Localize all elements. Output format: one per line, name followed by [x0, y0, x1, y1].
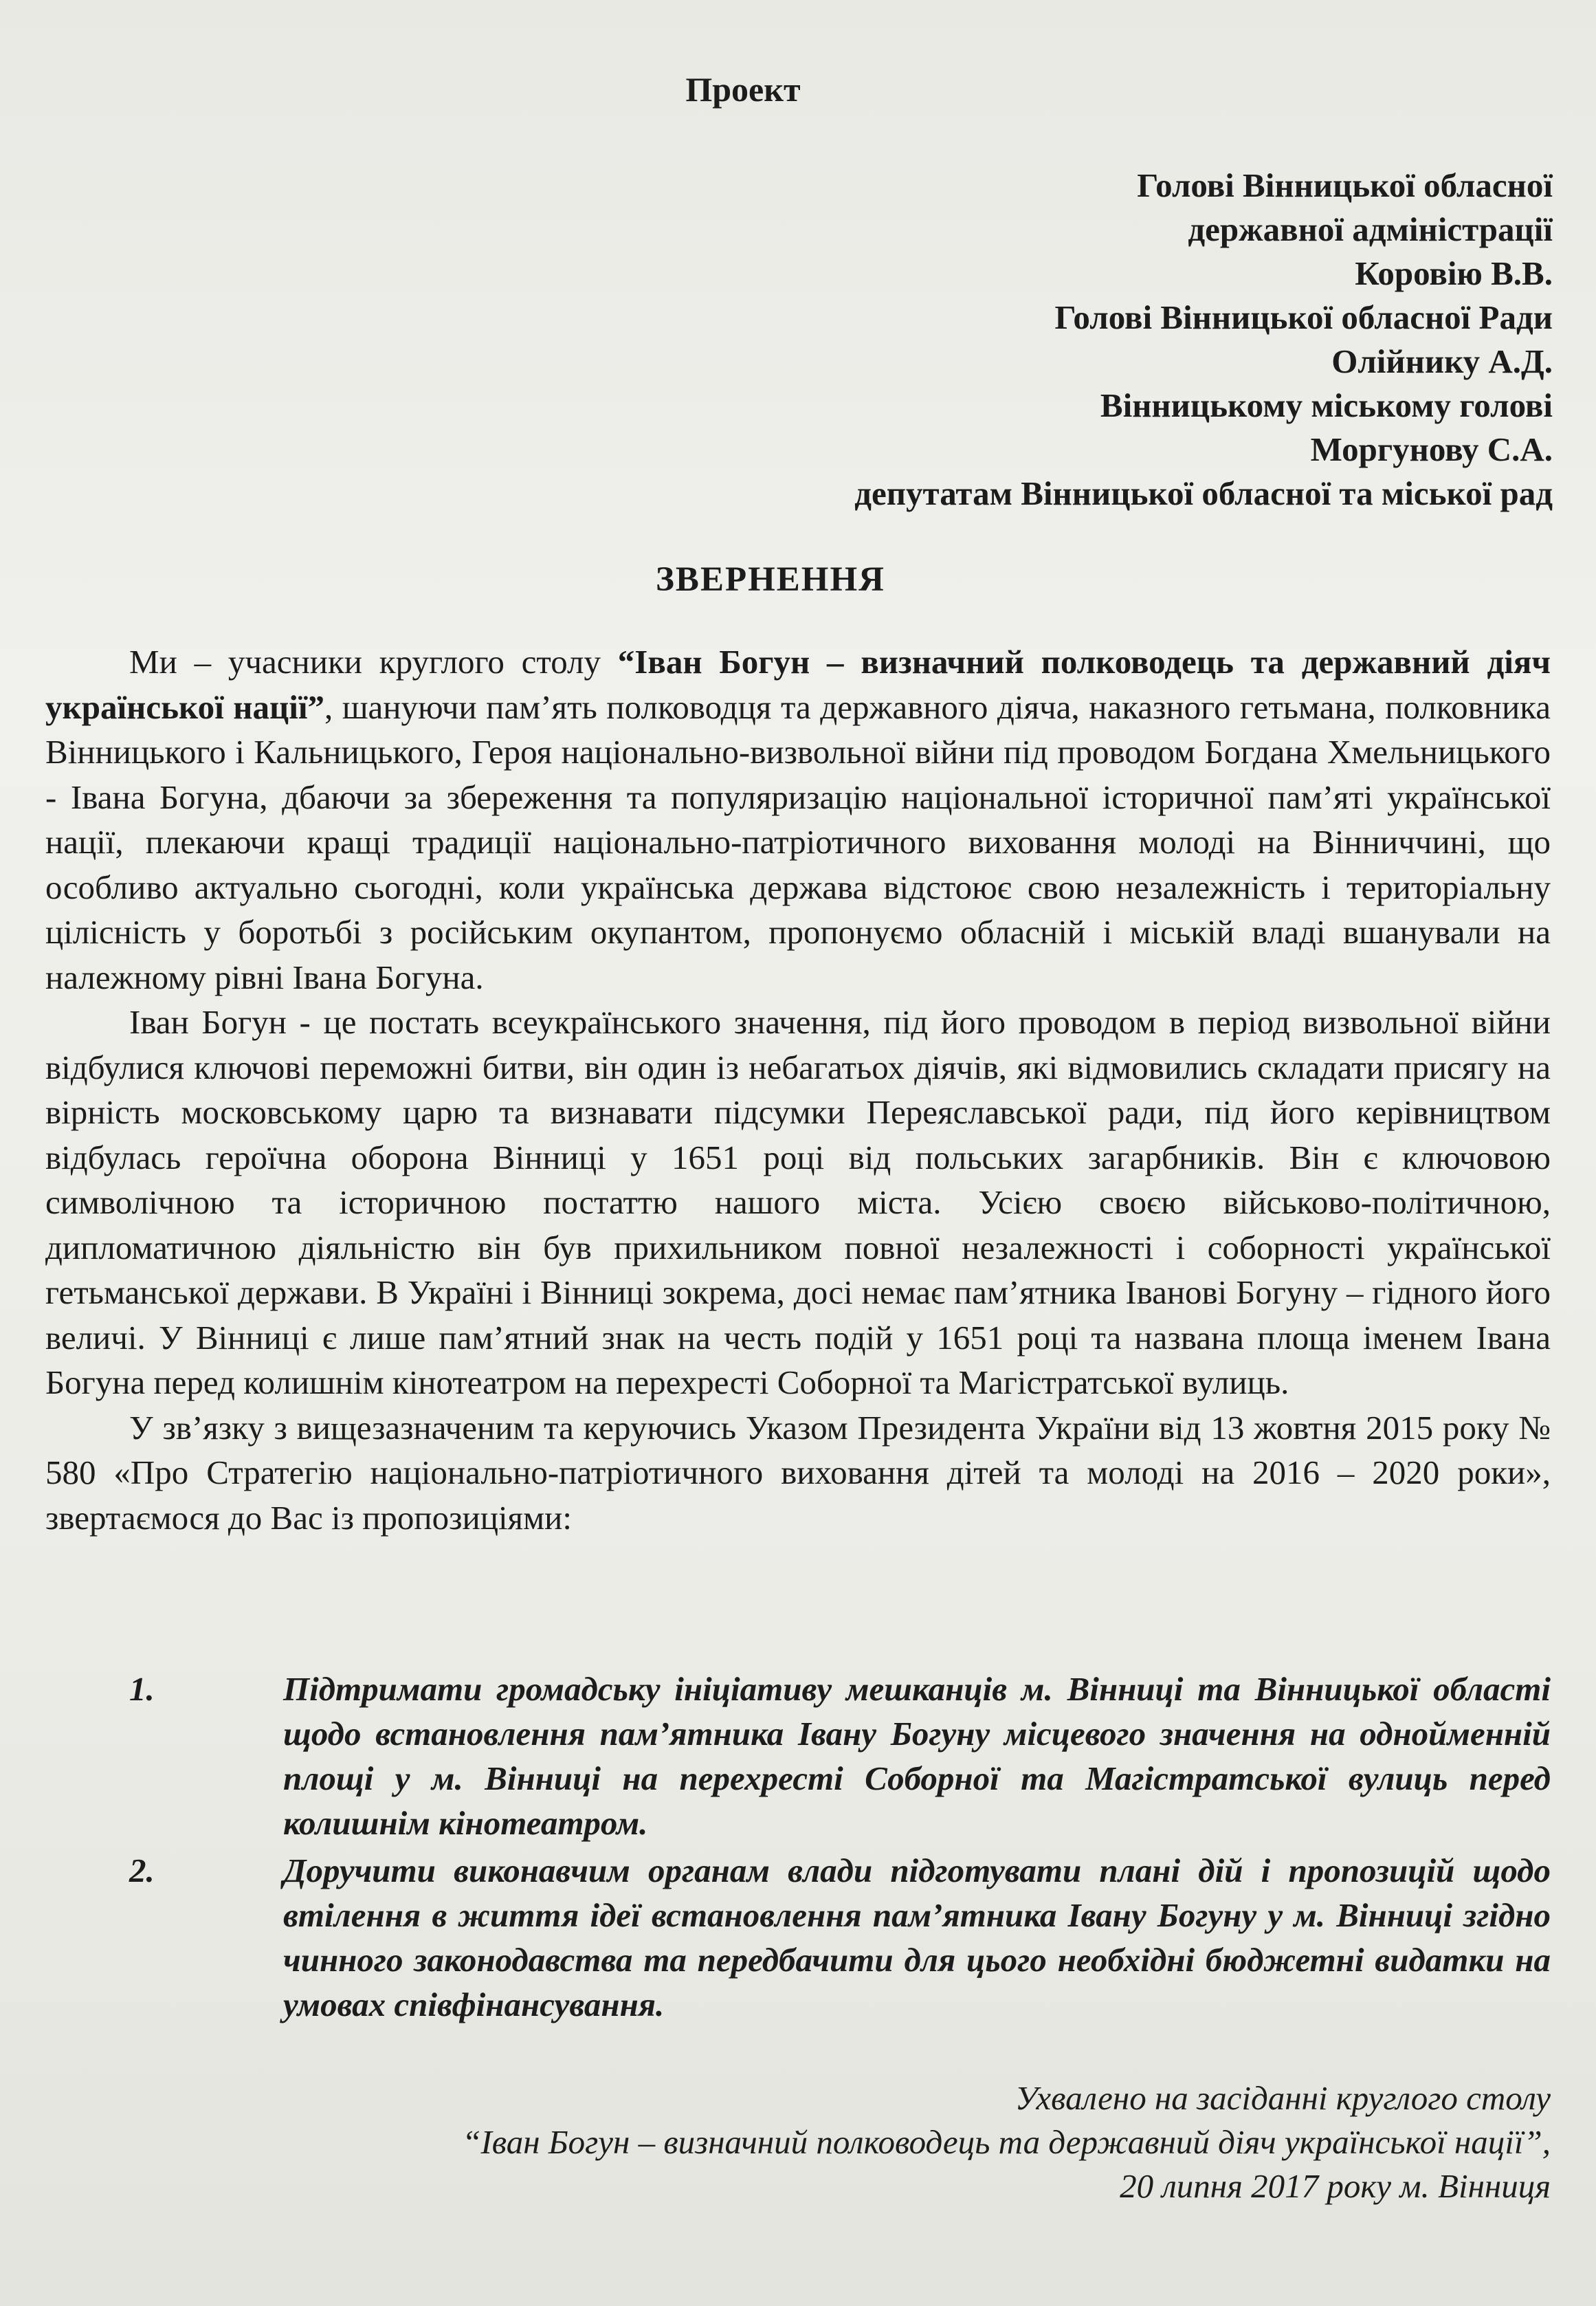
body-paragraph: У зв’язку з вищезазначеним та керуючись Указом Президента України від 13 жовтня 2015 року № 580 «Про Стратегію національно-патріотичного виховання дітей та молоді на 2016 – 2020 роки», звертаємося до Вас із пропозиціями: [45, 1408, 1551, 1537]
body-paragraph: Іван Богун - це постать всеукраїнського значення, під його проводом в період визвольної війни відбулися ключові переможні битви, він один із небагатьох діячів, які відмовились складати присягу на вірність московському царю та визнавати підсумки Переяславської ради, під його керівництвом відбулась героїчна оборона Вінниці у 1651 році від польських загарбників. Він є ключовою символічною та історичною постаттю нашого міста. Усією своєю військово-політичною, дипломатичною діяльністю він був прихильником повної незалежності і соборності української гетьманської держави. В Україні і Вінниці зокрема, досі немає пам’ятника Іванові Богуну – гідного його величі. У Вінниці є лише пам’ятний знак на честь подій у 1651 році та названа площа іменем Івана Богуна перед колишнім кінотеатром на перехресті Соборної та Магістратської вулиць. [45, 1003, 1551, 1401]
proposals-list [45, 1667, 1551, 2030]
addressee-line: Олійнику А.Д. [1331, 342, 1553, 380]
addressee-line: Коровію В.В. [1355, 254, 1553, 292]
paragraph-text: Ми – учасники круглого столу [129, 643, 618, 681]
proposal-text: Доручити виконавчим органам влади підготувати плані дій і пропозицій щодо втілення в життя ідеї встановлення пам’ятника Івану Богуну у м. Вінниці згідно чинного законодавства та передбачити для цього необхідні бюджетні видатки на умовах співфінансування. [283, 1852, 1551, 2023]
proposal-item [45, 1667, 1551, 1845]
approval-line: “Іван Богун – визначний полководець та державний діяч української нації”, [462, 2123, 1551, 2161]
addressee-line: Голові Вінницької обласної [1137, 166, 1553, 204]
round-table-name: “Іван Богун – визначний полководець та державний діяч української нації” [45, 643, 1551, 726]
addressee-block [854, 164, 1553, 516]
proposal-text: Підтримати громадську ініціативу мешканців м. Вінниці та Вінницької області щодо встановлення пам’ятника Івану Богуну місцевого значення на однойменній площі у м. Вінниці на перехресті Соборної та Магістратської вулиць перед колишнім кінотеатром. [283, 1670, 1551, 1842]
paragraph-text: , шануючи пам’ять полководця та державного діяча, наказного гетьмана, полковника Вінницького і Кальницького, Героя національно-визвольної війни під проводом Богдана Хмельницького - Івана Богуна, дбаючи за збереження та популяризацію національної історичної пам’яті української нації, плекаючи кращі традиції національно-патріотичного виховання молоді на Вінниччині, що особливо актуально сьогодні, коли українська держава відстоює свою незалежність і територіальну цілісність у боротьбі з російським окупантом, пропонуємо обласній і міській владі вшанували на належному рівні Івана Богуна. [45, 688, 1551, 996]
proposal-number: 2. [129, 1852, 155, 1889]
approval-date: 20 липня 2017 року м. Вінниця [1120, 2167, 1551, 2205]
draft-label: Проект [685, 70, 801, 109]
addressee-line: Моргунову С.А. [1310, 430, 1553, 468]
addressee-line: державної адміністрації [1188, 210, 1553, 248]
proposal-number: 1. [129, 1670, 155, 1708]
approval-note [462, 2076, 1551, 2208]
approval-line: Ухвалено на засіданні круглого столу [1015, 2079, 1551, 2117]
body-paragraph [45, 639, 1551, 1000]
addressee-line: Вінницькому міському голові [1100, 386, 1553, 424]
document-title: ЗВЕРНЕННЯ [656, 560, 885, 599]
addressee-line: депутатам Вінницької обласної та міської рад [854, 474, 1553, 512]
appeal-body [45, 639, 1551, 1540]
addressee-line: Голові Вінницької обласної Ради [1054, 298, 1553, 336]
proposal-item [45, 1848, 1551, 2027]
